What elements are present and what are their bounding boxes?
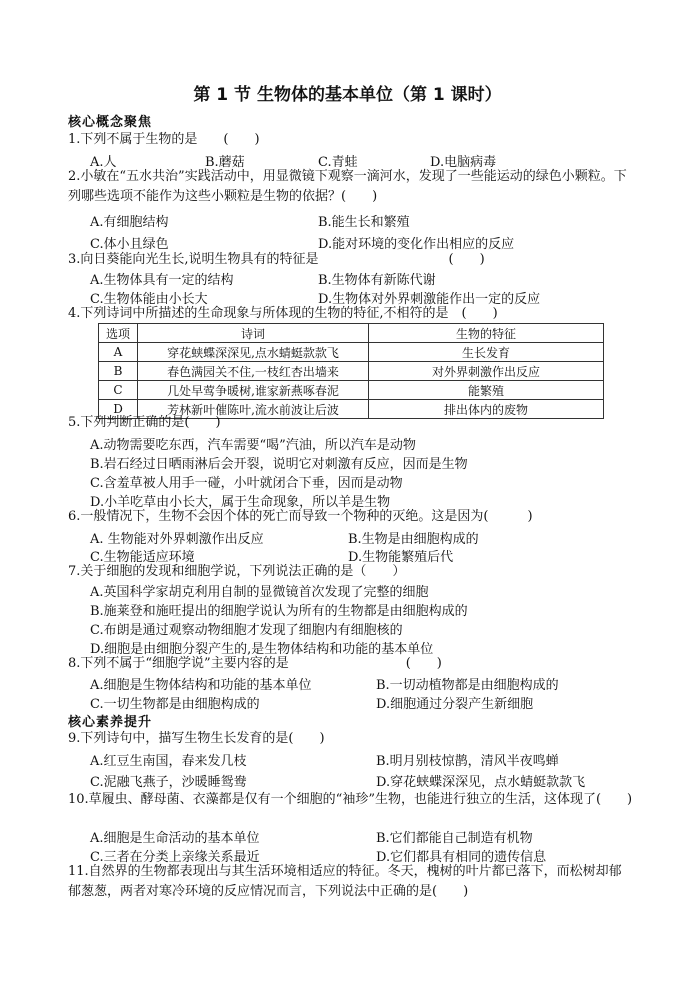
q7-option-c: C.布朗是通过观察动物细胞才发现了细胞内有细胞核的 [90, 623, 403, 638]
q1-option-b: B.蘑菇 [205, 155, 245, 170]
q3-option-c: C.生物体能由小长大 [90, 292, 208, 307]
table-cell: 芳林新叶催陈叶,流水前波让后波 [138, 400, 369, 419]
q2-option-b: B.能生长和繁殖 [318, 215, 410, 230]
q10-option-d: D.它们都具有相同的遗传信息 [376, 850, 547, 865]
table-cell: B [99, 362, 138, 381]
q7-option-a: A.英国科学家胡克利用自制的显微镜首次发现了完整的细胞 [90, 585, 429, 600]
q9-option-a: A.红豆生南国，春来发几枝 [90, 754, 247, 769]
table-row [99, 362, 604, 381]
q6-option-c: C.生物能适应环境 [90, 550, 195, 565]
table-cell: 对外界刺激作出反应 [369, 362, 604, 381]
q10-option-c: C.三者在分类上亲缘关系最近 [90, 850, 260, 865]
table-header: 生物的特征 [369, 324, 604, 343]
page-title: 第 1 节 生物体的基本单位（第 1 课时） [193, 85, 502, 105]
question-3: 3.向日葵能向光生长,说明生物具有的特征是 ( ) [68, 252, 485, 267]
table-cell: 排出体内的废物 [369, 400, 604, 419]
q6-option-d: D.生物能繁殖后代 [348, 550, 454, 565]
q6-option-b: B.生物是由细胞构成的 [348, 532, 479, 547]
q1-option-d: D.电脑病毒 [430, 155, 497, 170]
q1-option-c: C.青蛙 [318, 155, 358, 170]
table-cell: 生长发育 [369, 343, 604, 362]
table-row [99, 343, 604, 362]
q8-option-c: C.一切生物都是由细胞构成的 [90, 697, 260, 712]
q8-option-d: D.细胞通过分裂产生新细胞 [376, 697, 534, 712]
question-11: 11.自然界的生物都表现出与其生活环境相适应的特征。冬天，槐树的叶片都已落下，而松树却郁郁葱葱，两者对寒冷环境的反应情况而言，下列说法中正确的是( ) [68, 864, 622, 899]
poetry-table [98, 323, 604, 419]
q3-option-d: D.生物体对外界刺激能作出一定的反应 [318, 292, 541, 307]
table-row [99, 381, 604, 400]
table-cell: 几处早莺争暖树,谁家新燕啄春泥 [138, 381, 369, 400]
q3-option-b: B.生物体有新陈代谢 [318, 273, 436, 288]
q8-option-b: B.一切动植物都是由细胞构成的 [376, 678, 559, 693]
question-1: 1.下列不属于生物的是 ( ) [68, 132, 260, 147]
q9-option-b: B.明月别枝惊鹊，清风半夜鸣蝉 [376, 754, 559, 769]
q2-option-a: A.有细胞结构 [90, 215, 169, 230]
question-5: 5.下列判断正确的是( ) [68, 415, 221, 430]
table-cell: D [99, 400, 138, 419]
section-core-literacy: 核心素养提升 [68, 715, 153, 730]
q5-option-b: B.岩石经过日晒雨淋后会开裂，说明它对刺激有反应，因而是生物 [90, 457, 468, 472]
question-10: 10.草履虫、酵母菌、衣藻都是仅有一个细胞的“袖珍”生物，也能进行独立的生活，这体现了( ) [68, 792, 633, 807]
q5-option-d: D.小羊吃草由小长大，属于生命现象，所以羊是生物 [90, 495, 391, 510]
q5-option-c: C.含羞草被人用手一碰，小叶就闭合下垂，因而是动物 [90, 476, 403, 491]
q6-option-a: A. 生物能对外界刺激作出反应 [90, 532, 264, 547]
q10-option-a: A.细胞是生命活动的基本单位 [90, 831, 260, 846]
question-9: 9.下列诗句中，描写生物生长发育的是( ) [68, 731, 325, 746]
q7-option-b: B.施莱登和施旺提出的细胞学说认为所有的生物都是由细胞构成的 [90, 604, 468, 619]
table-cell: A [99, 343, 138, 362]
question-4: 4.下列诗词中所描述的生命现象与所体现的生物的特征,不相符的是 ( ) [68, 306, 498, 321]
q3-option-a: A.生物体具有一定的结构 [90, 273, 234, 288]
question-2: 2.小敏在“五水共治”实践活动中，用显微镜下观察一滴河水，发现了一些能运动的绿色小颗粒。下列哪些选项不能作为这些小颗粒是生物的依据？( ) [68, 169, 627, 204]
q8-option-a: A.细胞是生物体结构和功能的基本单位 [90, 678, 312, 693]
q10-option-b: B.它们都能自己制造有机物 [376, 831, 533, 846]
table-header-row [99, 324, 604, 343]
q1-option-a: A.人 [90, 155, 117, 170]
q2-option-d: D.能对环境的变化作出相应的反应 [318, 237, 515, 252]
q5-option-a: A.动物需要吃东西，汽车需要“喝”汽油，所以汽车是动物 [90, 438, 416, 453]
q7-option-d: D.细胞是由细胞分裂产生的,是生物体结构和功能的基本单位 [90, 642, 434, 657]
question-7: 7.关于细胞的发现和细胞学说，下列说法正确的是（ ） [68, 564, 406, 579]
table-cell: C [99, 381, 138, 400]
table-header: 选项 [99, 324, 138, 343]
section-core-concepts: 核心概念聚焦 [68, 115, 153, 130]
q9-option-d: D.穿花蛱蝶深深见，点水蜻蜓款款飞 [376, 775, 586, 790]
table-header: 诗词 [138, 324, 369, 343]
table-cell: 穿花蛱蝶深深见,点水蜻蜓款款飞 [138, 343, 369, 362]
table-cell: 春色满园关不住,一枝红杏出墙来 [138, 362, 369, 381]
table-cell: 能繁殖 [369, 381, 604, 400]
question-8: 8.下列不属于“细胞学说”主要内容的是 ( ) [68, 656, 442, 671]
question-6: 6.一般情况下，生物不会因个体的死亡而导致一个物种的灭绝。这是因为( ) [68, 509, 533, 524]
q9-option-c: C.泥融飞燕子，沙暖睡鸳鸯 [90, 775, 247, 790]
q2-option-c: C.体小且绿色 [90, 237, 169, 252]
